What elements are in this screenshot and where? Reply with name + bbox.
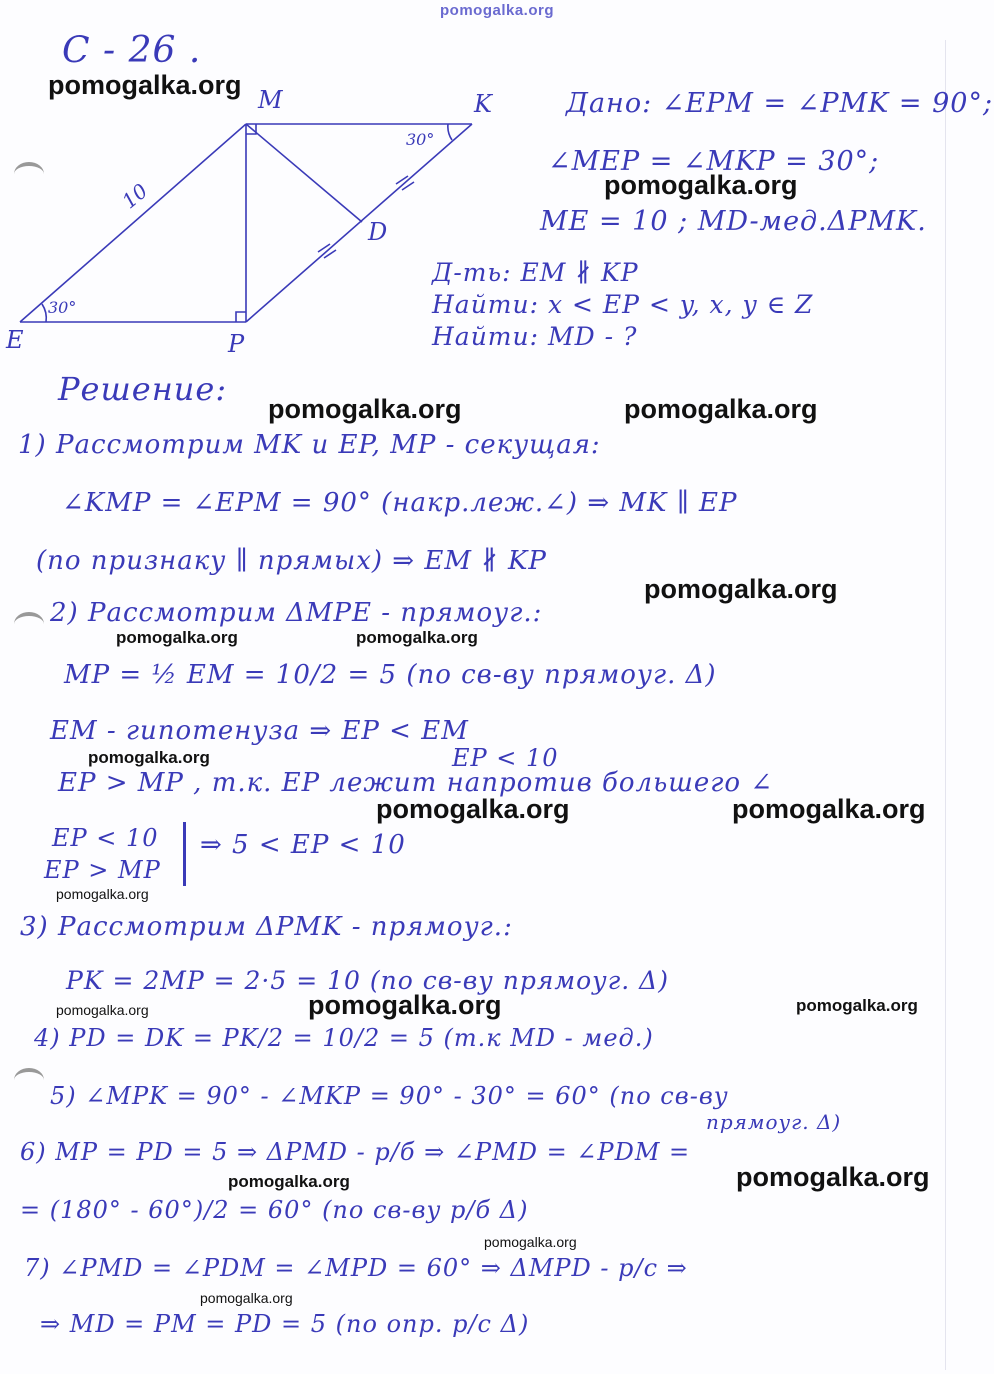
label-me-length: 10 bbox=[117, 178, 153, 214]
margin-line bbox=[945, 40, 946, 1370]
exercise-code: С - 26 . bbox=[62, 30, 202, 71]
watermark-top: pomogalka.org bbox=[440, 2, 555, 19]
arc-k bbox=[448, 124, 452, 140]
step-4: 4) PD = DK = PK/2 = 10/2 = 5 (т.к MD - мед.) bbox=[34, 1024, 654, 1052]
watermark: pomogalka.org bbox=[88, 748, 210, 767]
label-angle-e: 30° bbox=[48, 298, 77, 317]
step-3a: 3) Рассмотрим ΔPMK - прямоуг.: bbox=[20, 912, 513, 942]
given-line-2: ∠MEP = ∠MKP = 30°; bbox=[548, 146, 880, 177]
watermark: pomogalka.org bbox=[732, 794, 926, 824]
step-2a: 2) Рассмотрим ΔMPE - прямоуг.: bbox=[50, 598, 543, 628]
given-line-1: Дано: ∠EPM = ∠PMK = 90°; bbox=[566, 88, 994, 119]
step-1a: 1) Рассмотрим MK и EP, MP - секущая: bbox=[18, 430, 601, 460]
given-line-3: ME = 10 ; MD-мед.ΔPMK. bbox=[540, 206, 927, 237]
label-e: E bbox=[6, 326, 24, 354]
step-2b: MP = ½ EM = 10/2 = 5 (по св-ву прямоуг. Δ) bbox=[64, 660, 717, 690]
watermark: pomogalka.org bbox=[228, 1172, 350, 1191]
watermark: pomogalka.org bbox=[308, 990, 502, 1020]
watermark: pomogalka.org bbox=[736, 1162, 930, 1192]
segment-md bbox=[246, 124, 362, 222]
watermark: pomogalka.org bbox=[268, 394, 462, 424]
watermark: pomogalka.org bbox=[356, 628, 478, 647]
step-2h: ⇒ 5 < EP < 10 bbox=[200, 830, 406, 860]
given-line-5: Найти: x < EP < y, x, y ∈ Z bbox=[432, 290, 814, 319]
label-d: D bbox=[368, 218, 388, 246]
step-2d: EP < 10 bbox=[452, 744, 559, 772]
step-7a: 7) ∠PMD = ∠PDM = ∠MPD = 60° ⇒ ΔMPD - р/с ⇒ bbox=[24, 1254, 688, 1282]
solution-title: Решение: bbox=[58, 370, 228, 408]
watermark: pomogalka.org bbox=[484, 1234, 577, 1250]
watermark: pomogalka.org bbox=[644, 574, 838, 604]
watermark: pomogalka.org bbox=[200, 1290, 293, 1306]
label-angle-k: 30° bbox=[406, 130, 435, 149]
arc-e bbox=[42, 304, 46, 322]
right-angle-p bbox=[236, 312, 246, 322]
system-brace bbox=[183, 822, 186, 886]
watermark: pomogalka.org bbox=[56, 1002, 149, 1018]
given-line-4: Д-ть: EM ∦ KP bbox=[432, 258, 639, 287]
step-1b: ∠KMP = ∠EPM = 90° (накр.леж.∠) ⇒ MK ∥ EP bbox=[62, 488, 738, 518]
given-line-6: Найти: MD - ? bbox=[432, 322, 638, 351]
step-3b: PK = 2MP = 2·5 = 10 (по св-ву прямоуг. Δ) bbox=[66, 966, 669, 995]
watermark: pomogalka.org bbox=[624, 394, 818, 424]
binder-hole bbox=[14, 612, 44, 636]
step-1c: (по признаку ∥ прямых) ⇒ EM ∦ KP bbox=[36, 546, 547, 576]
step-2e: EP > MP , т.к. EP лежит напротив большего ∠ bbox=[58, 768, 774, 798]
watermark: pomogalka.org bbox=[116, 628, 238, 647]
watermark: pomogalka.org bbox=[376, 794, 570, 824]
watermark: pomogalka.org bbox=[796, 996, 918, 1015]
step-2c: EM - гипотенуза ⇒ EP < EM bbox=[50, 716, 469, 746]
step-2f: EP < 10 bbox=[52, 824, 159, 852]
label-m: M bbox=[258, 86, 283, 114]
step-6b: = (180° - 60°)/2 = 60° (по св-ву р/б Δ) bbox=[20, 1196, 529, 1224]
step-2g: EP > MP bbox=[44, 856, 161, 884]
step-5b: прямоуг. Δ) bbox=[706, 1110, 842, 1134]
watermark: pomogalka.org bbox=[48, 70, 242, 100]
step-7b: ⇒ MD = PM = PD = 5 (по опр. р/с Δ) bbox=[40, 1310, 530, 1338]
label-p: P bbox=[228, 330, 245, 358]
step-5a: 5) ∠MPK = 90° - ∠MKP = 90° - 30° = 60° (по св-ву bbox=[50, 1082, 729, 1110]
segment-me bbox=[20, 124, 246, 322]
step-6a: 6) MP = PD = 5 ⇒ ΔPMD - р/б ⇒ ∠PMD = ∠PDM = bbox=[20, 1138, 691, 1166]
watermark: pomogalka.org bbox=[604, 170, 798, 200]
label-k: K bbox=[474, 90, 492, 118]
watermark: pomogalka.org bbox=[56, 886, 149, 902]
binder-hole bbox=[14, 1068, 44, 1092]
